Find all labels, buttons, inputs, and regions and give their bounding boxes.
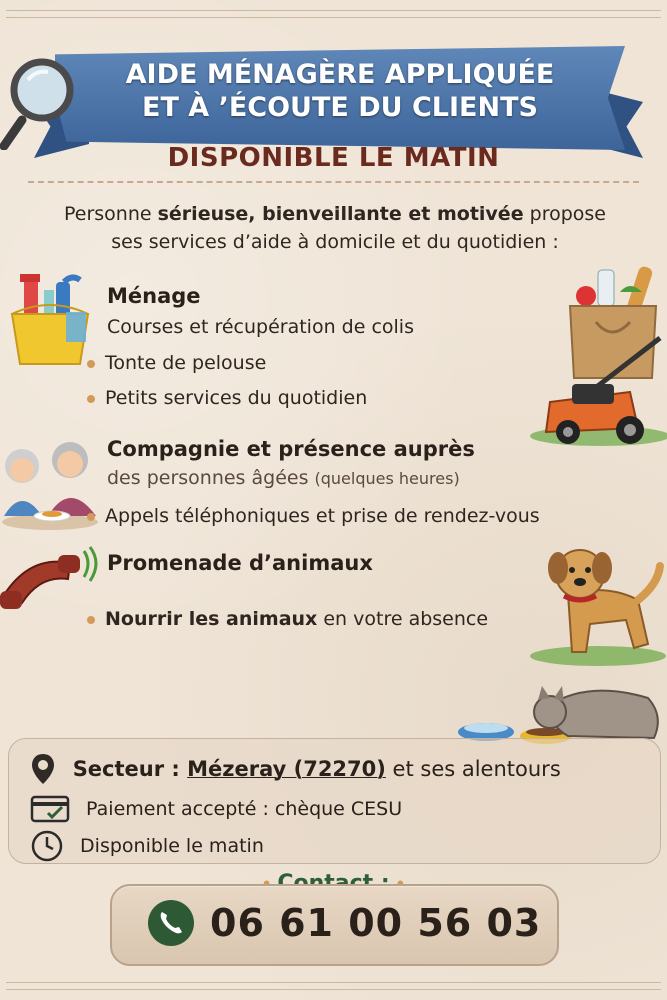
lawn-mower-icon (510, 332, 667, 452)
banner-line-2: ET À ’ÉCOUTE DU CLIENTS (142, 92, 538, 123)
intro-text (20, 200, 650, 256)
dashed-divider (28, 181, 639, 183)
secteur-value: Mézeray (72270) (187, 757, 386, 781)
location-pin-icon (30, 752, 56, 786)
menage-item-2 (87, 352, 266, 374)
top-border (6, 10, 661, 18)
secteur-row (30, 752, 561, 786)
intro-line-2: ses services d’aide à domicile et du quotidien : (111, 231, 559, 253)
compagnie-item-2 (87, 505, 540, 527)
secteur-label: Secteur : (72, 757, 188, 781)
bottom-border (6, 982, 661, 990)
availability-subtitle: DISPONIBLE LE MATIN (167, 143, 500, 173)
intro-bold: sérieuse, bienveillante et motivée (157, 203, 524, 225)
intro-post: propose (523, 203, 606, 225)
menage-title: Ménage (107, 284, 201, 308)
menage-item-2-text: Tonte de pelouse (105, 352, 267, 374)
bullet (87, 616, 95, 624)
paiement-row (30, 795, 402, 823)
animaux-item-1-rest: en votre absence (317, 608, 489, 630)
banner-title (60, 58, 620, 124)
dog-icon (498, 544, 667, 668)
compagnie-item-2-text: Appels téléphoniques et prise de rendez-vous (105, 505, 540, 527)
paiement-text: Paiement accepté : chèque CESU (86, 798, 403, 820)
intro-pre: Personne (63, 203, 158, 225)
menage-item-1: Courses et récupération de colis (107, 316, 414, 338)
bullet (87, 513, 95, 521)
menage-item-3 (87, 387, 367, 409)
secteur-rest: et ses alentours (385, 757, 561, 781)
magnifier-icon (0, 50, 80, 150)
banner-line-1: AIDE MÉNAGÈRE APPLIQUÉE (125, 59, 555, 90)
compagnie-item-1-text: des personnes âgées (107, 467, 309, 489)
phone-icon (148, 900, 194, 946)
payment-card-icon (30, 795, 70, 823)
compagnie-item-1 (107, 467, 460, 489)
animaux-item-1-bold: Nourrir les animaux (105, 608, 318, 630)
compagnie-item-1-note: (quelques heures) (314, 469, 460, 488)
animaux-item-1 (87, 608, 488, 630)
bullet (87, 395, 95, 403)
phone-number[interactable]: 06 61 00 56 03 (210, 901, 542, 945)
disponible-text: Disponible le matin (80, 835, 264, 857)
disponible-row (30, 829, 264, 863)
cleaning-bucket-icon (6, 272, 96, 372)
clock-icon (30, 829, 64, 863)
animaux-title: Promenade d’animaux (107, 551, 373, 575)
menage-item-3-text: Petits services du quotidien (105, 387, 368, 409)
bullet (87, 360, 95, 368)
compagnie-title: Compagnie et présence auprès (107, 437, 475, 461)
